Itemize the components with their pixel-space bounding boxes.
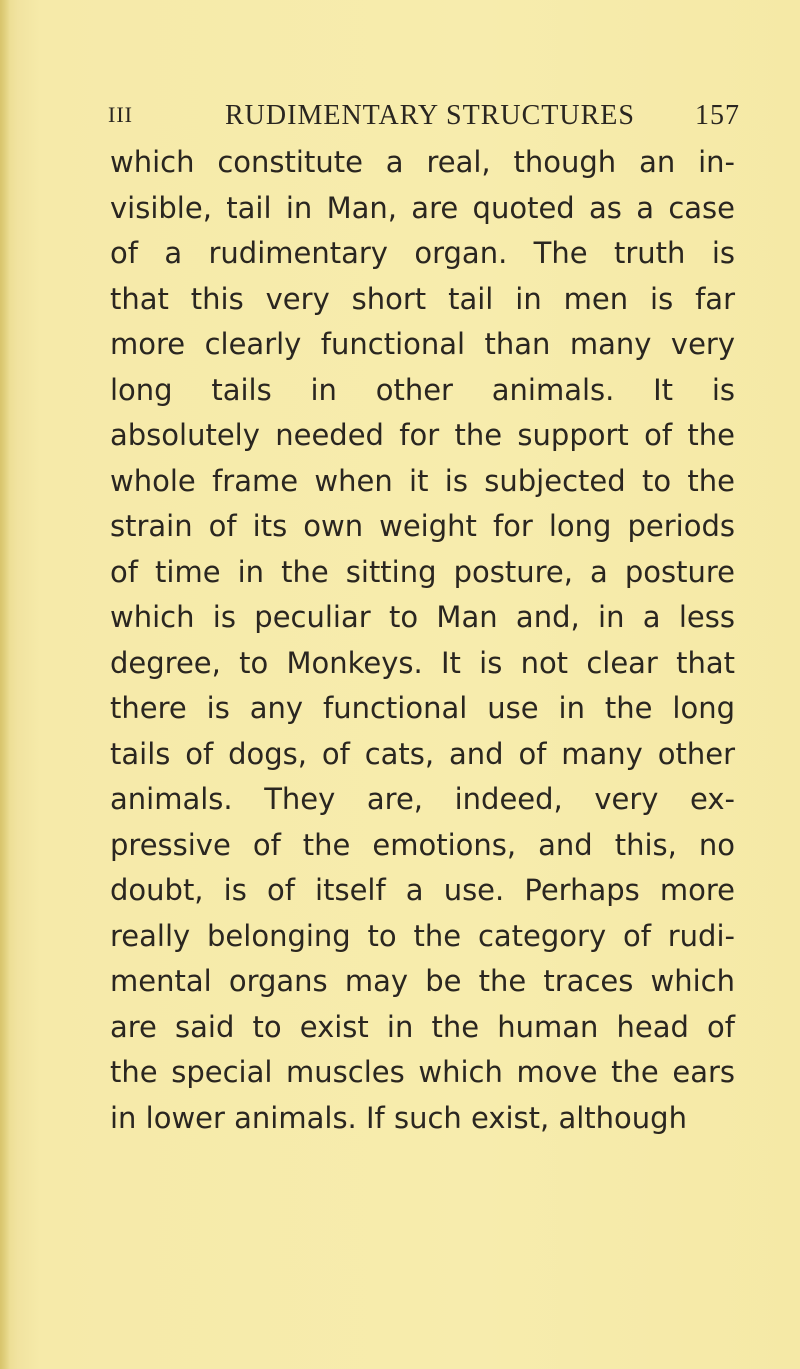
running-header: [108, 100, 740, 140]
text-line: mental organs may be the traces which: [110, 964, 735, 998]
text-line: in lower animals. If such exist, although: [110, 1100, 687, 1135]
text-line: absolutely needed for the support of the: [110, 418, 735, 452]
page-number: 157: [695, 100, 740, 131]
text-line: visible, tail in Man, are quoted as a case: [110, 190, 735, 225]
text-line: doubt, is of itself a use. Perhaps more: [110, 873, 735, 907]
text-line: of a rudimentary organ. The truth is: [110, 236, 735, 270]
text-line: degree, to Monkeys. It is not clear that: [110, 645, 735, 680]
body-paragraph: [110, 140, 735, 1141]
running-title: RUDIMENTARY STRUCTURES: [225, 100, 635, 131]
text-line: strain of its own weight for long periods: [110, 509, 735, 543]
text-line: are said to exist in the human head of: [110, 1009, 735, 1044]
text-line: more clearly functional than many very: [110, 327, 735, 361]
text-line: long tails in other animals. It is: [110, 372, 735, 407]
text-line: of time in the sitting posture, a posture: [110, 554, 735, 589]
text-line: that this very short tail in men is far: [110, 281, 735, 316]
text-line: which is peculiar to Man and, in a less: [110, 600, 735, 634]
text-line: really belonging to the category of rudi-: [110, 918, 735, 953]
text-line: the special muscles which move the ears: [110, 1055, 735, 1089]
chapter-number: III: [108, 102, 133, 127]
binding-edge-shadow: [0, 0, 10, 1369]
text-line: pressive of the emotions, and this, no: [110, 827, 735, 862]
text-line: there is any functional use in the long: [110, 691, 735, 725]
text-line: tails of dogs, of cats, and of many other: [110, 736, 735, 771]
text-line: which constitute a real, though an in-: [110, 145, 735, 179]
text-line: animals. They are, indeed, very ex-: [110, 782, 735, 816]
text-line: whole frame when it is subjected to the: [110, 463, 735, 498]
